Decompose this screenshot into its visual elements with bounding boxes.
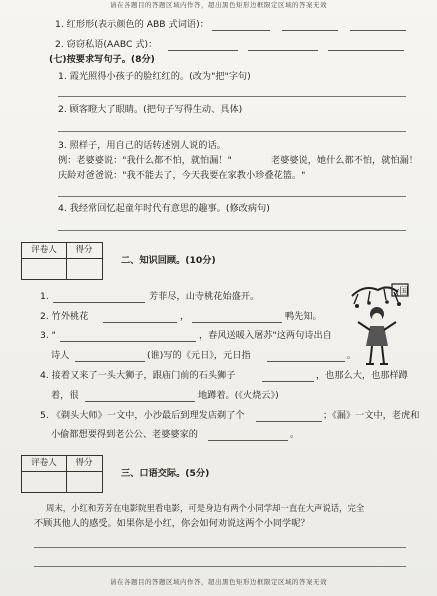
score-box-reviewer-label: 评卷人 [31, 245, 57, 255]
section3-para-line1: 周末，小红和芳芳在电影院里看电影，可是身边有两个小同学却一直在大声说话，完全 [46, 503, 365, 513]
section7-q2: 2. 顾客瞪大了眼睛。(把句子写得生动、具体) [58, 104, 243, 115]
footer-note: 请在各题目的答题区域内作答，超出黑色矩形边框限定区域的答案无效 [110, 578, 327, 586]
section2-q2-blank-1[interactable] [103, 322, 177, 323]
section2-q5-line2: 小偷都想要得到老公公、老婆婆家的 [51, 429, 198, 440]
score-box-divider [66, 456, 67, 492]
section2-q3-blank-2[interactable] [75, 361, 145, 362]
illustration-label: ɣ国 [394, 287, 409, 297]
section7-q3-example-answer: 老婆婆说，她什么都不怕，就怕漏！ [271, 155, 418, 166]
section2-q3-poet-label: 诗人 [51, 350, 70, 361]
section7-q3-answer-line[interactable] [58, 196, 406, 197]
section7-title: (七)按要求写句子。(8分) [49, 54, 155, 65]
top-q1: 1. 红形形(表示颜色的 ABB 式词语)： [55, 19, 209, 30]
score-box-reviewer-label: 评卷人 [31, 458, 57, 468]
section2-q4-line1-end: ，也那么大，也那样蹲 [316, 370, 408, 381]
header-note: 请在各题目的答题区域内作答，超出黑色矩形边框限定区域的答案无效 [110, 1, 327, 9]
top-q2-blank-1[interactable] [168, 50, 238, 51]
section7-q2-answer-line[interactable] [58, 131, 406, 132]
section2-q5-line1-b: ；《漏》一文中，老虎和 [323, 410, 420, 421]
top-q2: 2. 窃窃私语(AABC 式)： [55, 39, 158, 50]
section2-title: 二、知识回顾。(10分) [121, 255, 216, 266]
section2-q4-blank-1[interactable] [262, 381, 314, 382]
score-box-row-divider [22, 471, 102, 472]
top-q1-blank-2[interactable] [282, 30, 338, 31]
top-q2-blank-3[interactable] [328, 50, 404, 51]
section2-q5-line2-end: 。 [290, 429, 300, 440]
section3-title: 三、口语交际。(5分) [121, 468, 210, 479]
top-q2-blank-2[interactable] [248, 50, 318, 51]
score-box-section3 [21, 455, 103, 493]
section2-q2-start: 2. 竹外桃花 [40, 311, 89, 322]
section2-q1-blank[interactable] [53, 302, 145, 303]
section7-q1: 1. 霞光照得小孩子的脸红红的。(改为"把"字句) [58, 71, 251, 82]
section3-para-line2: 不顾其他人的感受。如果你是小红，你会如何劝说这两个小同学呢？ [34, 518, 310, 529]
section2-q1-text: 芳菲尽，山寺桃花始盛开。 [149, 291, 260, 302]
score-box-score-label: 得分 [75, 245, 93, 255]
section2-q3-mid: ，春风送暖入屠苏"这两句诗出自 [199, 330, 332, 341]
section2-q4-line1: 4. 接着又来了一头大狮子，跟庙门前的石头狮子 [40, 370, 236, 381]
section2-q4-blank-2[interactable] [85, 401, 195, 402]
section2-q3-blank-3[interactable] [267, 361, 345, 362]
top-q1-blank-1[interactable] [212, 30, 270, 31]
score-box-section2 [21, 242, 103, 280]
section2-q3-blank-1[interactable] [60, 341, 196, 342]
section7-q4-answer-line[interactable] [58, 230, 406, 231]
section2-q5-line1-a: 5. 《剃头大师》一文中，小沙最后到理发店剃了个 [40, 410, 245, 421]
top-q1-blank-3[interactable] [350, 30, 406, 31]
section2-q3-start: 3. " [40, 330, 56, 341]
section2-q2-comma: ， [180, 311, 190, 322]
section2-q3-line2-end: 。 [347, 350, 357, 361]
section3-answer-line-1[interactable] [34, 547, 406, 548]
section7-q3-task: 庆龄对爸爸说："我不能去了，今天我要在家教小珍叠花篮。" [58, 170, 306, 181]
section7-q3-example: 例：老婆婆说："我什么都不怕，就怕漏！" [58, 155, 232, 166]
section2-q5-blank-2[interactable] [208, 440, 288, 441]
section2-q4-line2-a: 着，很 [51, 390, 79, 401]
score-box-score-label: 得分 [75, 458, 93, 468]
score-box-row-divider [22, 258, 102, 259]
section2-q5-blank-1[interactable] [256, 421, 322, 422]
score-box-divider [66, 243, 67, 279]
section2-q1-num: 1. [40, 291, 49, 302]
boy-illustration [348, 282, 410, 368]
section2-q4-line2-b: 地蹲着。(《火烧云》) [198, 390, 279, 401]
section2-q2-blank-2[interactable] [192, 322, 282, 323]
section7-q4: 4. 我经常回忆起童年时代有意思的趣事。(修改病句) [58, 203, 270, 214]
section7-q1-answer-line[interactable] [58, 96, 406, 97]
section7-q3: 3. 照样子，用自己的话转述别人说的话。 [58, 140, 226, 151]
section3-answer-line-2[interactable] [34, 566, 406, 567]
section2-q2-end: 鸭先知。 [285, 311, 322, 322]
section2-q3-line2: (谁)写的《元日》，元日指 [147, 350, 251, 361]
